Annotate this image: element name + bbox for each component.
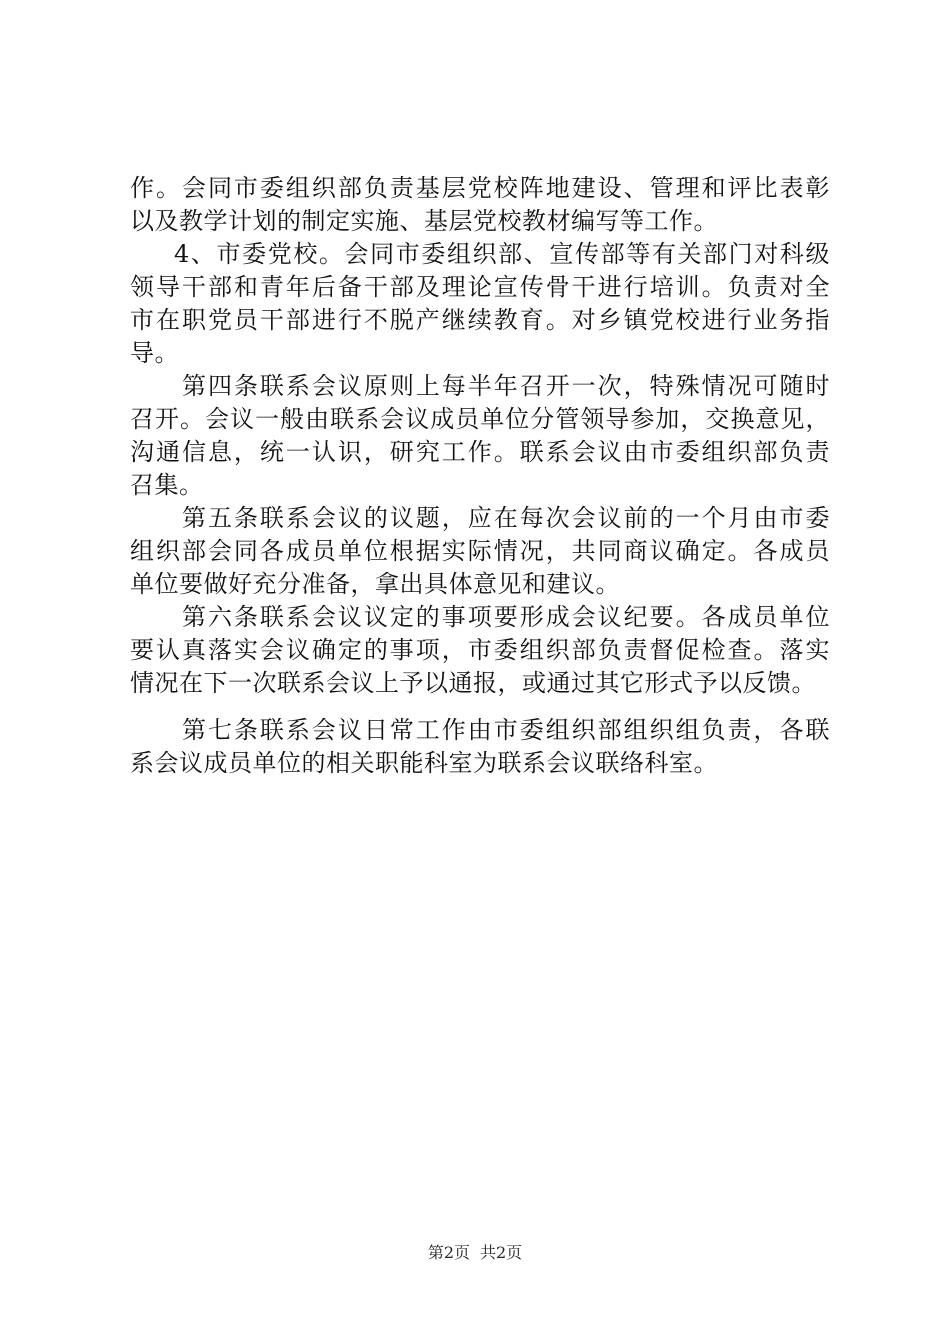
page-total: 共2页	[480, 1243, 523, 1262]
text-line: 情况在下一次联系会议上予以通报，或通过其它形式予以反馈。	[130, 669, 816, 697]
text-line: 召集。	[130, 471, 204, 499]
document-body	[130, 172, 830, 780]
text-line: 单位要做好充分准备，拿出具体意见和建议。	[130, 570, 620, 598]
text-line: 组织部会同各成员单位根据实际情况，共同商议确定。各成员	[130, 537, 830, 565]
text-line: 要认真落实会议确定的事项，市委组织部负责督促检查。落实	[130, 636, 830, 664]
text-line: 以及教学计划的制定实施、基层党校教材编写等工作。	[130, 207, 718, 235]
text-line: 导。	[130, 339, 179, 367]
text-line: 第五条联系会议的议题，应在每次会议前的一个月由市委	[182, 504, 830, 532]
page-number: 第2页	[427, 1243, 470, 1262]
text-line: 第四条联系会议原则上每半年召开一次，特殊情况可随时	[182, 372, 830, 400]
text-line: 系会议成员单位的相关职能科室为联系会议联络科室。	[130, 749, 718, 777]
paragraph-gap	[130, 700, 830, 714]
text-line: 第六条联系会议议定的事项要形成会议纪要。各成员单位	[182, 603, 830, 631]
text-line: 作。会同市委组织部负责基层党校阵地建设、管理和评比表彰	[130, 174, 830, 202]
page-footer	[0, 1243, 950, 1263]
text-line: 召开。会议一般由联系会议成员单位分管领导参加，交换意见，	[130, 405, 830, 433]
text-line: 第七条联系会议日常工作由市委组织部组织组负责，各联	[182, 716, 830, 744]
text-line: 市在职党员干部进行不脱产继续教育。对乡镇党校进行业务指	[130, 306, 830, 334]
text-line: 4、市委党校。会同市委组织部、宣传部等有关部门对科级	[174, 240, 830, 268]
text-line: 领导干部和青年后备干部及理论宣传骨干进行培训。负责对全	[130, 273, 830, 301]
text-line: 沟通信息，统一认识，研究工作。联系会议由市委组织部负责	[130, 438, 830, 466]
